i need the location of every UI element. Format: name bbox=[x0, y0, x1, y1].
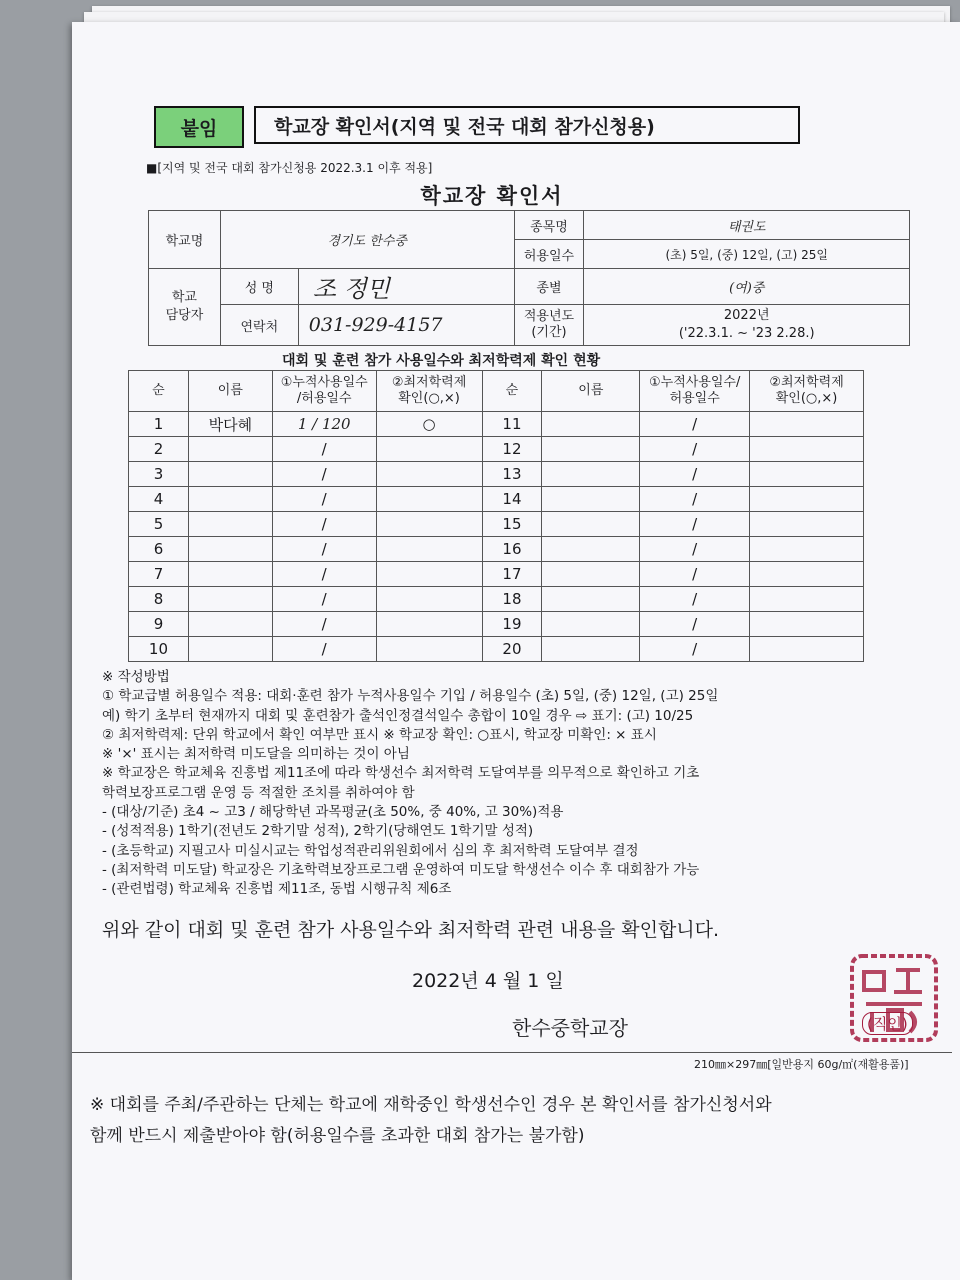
contact-value: 031-929-4157 bbox=[298, 305, 514, 346]
note-line: - (관련법령) 학교체육 진흥법 제11조, 동법 시행규칙 제6조 bbox=[102, 881, 452, 898]
student-name bbox=[188, 612, 272, 637]
student-name bbox=[188, 512, 272, 537]
student-name bbox=[188, 487, 272, 512]
student-name bbox=[542, 612, 640, 637]
subtitle: ■[지역 및 전국 대회 참가신청용 2022.3.1 이후 적용] bbox=[146, 161, 433, 175]
row-number: 13 bbox=[482, 462, 542, 487]
name-value: 조 정민 bbox=[298, 269, 514, 305]
sport-label: 종목명 bbox=[514, 211, 584, 240]
days-value: / bbox=[272, 587, 376, 612]
year-label: 적용년도 (기간) bbox=[514, 305, 584, 346]
days-value: / bbox=[640, 637, 750, 662]
col-days: ①누적사용일수/ 허용일수 bbox=[640, 371, 750, 412]
days-value: / bbox=[640, 487, 750, 512]
seal-label: (직인) bbox=[862, 1012, 913, 1035]
col-name: 이름 bbox=[188, 371, 272, 412]
writing-instructions bbox=[102, 668, 718, 900]
days-value: / bbox=[272, 562, 376, 587]
student-name bbox=[188, 437, 272, 462]
days-value: / bbox=[640, 437, 750, 462]
note-line: 학력보장프로그램 운영 등 적절한 조치를 취하여야 함 bbox=[102, 784, 415, 801]
table-row bbox=[129, 462, 864, 487]
min-check bbox=[750, 612, 864, 637]
days-value: / bbox=[640, 512, 750, 537]
note-line: - (초등학교) 지필고사 미실시교는 학업성적관리위원회에서 심의 후 최저학력 도달여부 결정 bbox=[102, 842, 639, 859]
student-name bbox=[542, 587, 640, 612]
row-number: 6 bbox=[129, 537, 189, 562]
row-number: 10 bbox=[129, 637, 189, 662]
student-name bbox=[542, 462, 640, 487]
col-no: 순 bbox=[129, 371, 189, 412]
min-check bbox=[750, 437, 864, 462]
category-label: 종별 bbox=[514, 269, 584, 305]
student-name bbox=[542, 637, 640, 662]
min-check bbox=[750, 537, 864, 562]
footer-line: 함께 반드시 제출받아야 함(허용일수를 초과한 대회 참가는 불가함) bbox=[90, 1126, 585, 1146]
table-row bbox=[129, 612, 864, 637]
min-check bbox=[750, 462, 864, 487]
row-number: 18 bbox=[482, 587, 542, 612]
student-name bbox=[542, 512, 640, 537]
note-line: 예) 학기 초부터 현재까지 대회 및 훈련참가 출석인정결석일수 총합이 10일 경우 ⇨ 표기: (고) 10/25 bbox=[102, 707, 694, 724]
row-number: 3 bbox=[129, 462, 189, 487]
days-value: / bbox=[640, 412, 750, 437]
name-label: 성 명 bbox=[220, 269, 298, 305]
note-line: ※ 학교장은 학교체육 진흥법 제11조에 따라 학생선수 최저학력 도달여부를 의무적으로 확인하고 기초 bbox=[102, 765, 700, 782]
min-check: ○ bbox=[376, 412, 482, 437]
table-row bbox=[129, 487, 864, 512]
row-number: 20 bbox=[482, 637, 542, 662]
days-value: / bbox=[272, 612, 376, 637]
row-number: 2 bbox=[129, 437, 189, 462]
min-check bbox=[376, 637, 482, 662]
min-check bbox=[750, 562, 864, 587]
row-number: 12 bbox=[482, 437, 542, 462]
row-number: 7 bbox=[129, 562, 189, 587]
note-line: - (최저학력 미도달) 학교장은 기초학력보장프로그램 운영하여 미도달 학생선수 이수 후 대회참가 가능 bbox=[102, 861, 700, 878]
school-value: 경기도 한수중 bbox=[220, 211, 514, 269]
row-number: 4 bbox=[129, 487, 189, 512]
row-number: 1 bbox=[129, 412, 189, 437]
principal-signature: 한수중학교장 bbox=[512, 1016, 628, 1040]
min-check bbox=[750, 487, 864, 512]
note-line: ① 학교급별 허용일수 적용: 대회·훈련 참가 누적사용일수 기입 / 허용일수 (초) 5일, (중) 12일, (고) 25일 bbox=[102, 688, 719, 705]
min-check bbox=[750, 512, 864, 537]
header-title: 학교장 확인서(지역 및 전국 대회 참가신청용) bbox=[254, 106, 800, 144]
table-row bbox=[129, 562, 864, 587]
row-number: 14 bbox=[482, 487, 542, 512]
col-no: 순 bbox=[482, 371, 542, 412]
min-check bbox=[376, 512, 482, 537]
footer-notice bbox=[90, 1090, 772, 1152]
attachment-tag: 붙임 bbox=[154, 106, 244, 148]
table-row bbox=[129, 637, 864, 662]
confirmation-statement: 위와 같이 대회 및 훈련 참가 사용일수와 최저학력 관련 내용을 확인합니다. bbox=[102, 919, 720, 941]
year-value: 2022년 ('22.3.1. ~ '23 2.28.) bbox=[584, 305, 910, 346]
days-value: / bbox=[640, 612, 750, 637]
paper-spec: 210㎜×297㎜[일반용지 60g/㎡(재활용품)] bbox=[694, 1058, 909, 1071]
manager-label: 학교 담당자 bbox=[149, 269, 221, 346]
days-value: / bbox=[640, 462, 750, 487]
allowed-days-value: (초) 5일, (중) 12일, (고) 25일 bbox=[584, 240, 910, 269]
col-min: ②최저학력제 확인(○,×) bbox=[376, 371, 482, 412]
table-row bbox=[129, 437, 864, 462]
student-name bbox=[188, 462, 272, 487]
note-line: - (성적적용) 1학기(전년도 2학기말 성적), 2학기(당해연도 1학기말 성적) bbox=[102, 823, 534, 840]
days-value: / bbox=[640, 587, 750, 612]
days-value: / bbox=[640, 537, 750, 562]
allowed-days-label: 허용일수 bbox=[514, 240, 584, 269]
row-number: 9 bbox=[129, 612, 189, 637]
school-label: 학교명 bbox=[149, 211, 221, 269]
days-value: / bbox=[272, 487, 376, 512]
days-value: / bbox=[272, 462, 376, 487]
usage-table bbox=[128, 370, 864, 662]
row-number: 17 bbox=[482, 562, 542, 587]
info-table bbox=[148, 210, 910, 346]
min-check bbox=[376, 537, 482, 562]
days-value: / bbox=[272, 537, 376, 562]
note-line: ※ 작성방법 bbox=[102, 669, 170, 685]
days-value: 1 / 120 bbox=[272, 412, 376, 437]
col-min: ②최저학력제 확인(○,×) bbox=[750, 371, 864, 412]
min-check bbox=[376, 487, 482, 512]
min-check bbox=[376, 562, 482, 587]
student-name: 박다혜 bbox=[188, 412, 272, 437]
row-number: 16 bbox=[482, 537, 542, 562]
min-check bbox=[376, 462, 482, 487]
row-number: 11 bbox=[482, 412, 542, 437]
days-value: / bbox=[272, 512, 376, 537]
student-name bbox=[188, 562, 272, 587]
table-row bbox=[129, 412, 864, 437]
col-name: 이름 bbox=[542, 371, 640, 412]
col-days: ①누적사용일수 /허용일수 bbox=[272, 371, 376, 412]
min-check bbox=[750, 637, 864, 662]
row-number: 15 bbox=[482, 512, 542, 537]
usage-title: 대회 및 훈련 참가 사용일수와 최저학력제 확인 현황 bbox=[282, 353, 601, 369]
student-name bbox=[542, 487, 640, 512]
sport-value: 태권도 bbox=[584, 211, 910, 240]
days-value: / bbox=[272, 637, 376, 662]
category-value: (여)중 bbox=[584, 269, 910, 305]
contact-label: 연락처 bbox=[220, 305, 298, 346]
student-name bbox=[188, 537, 272, 562]
min-check bbox=[750, 412, 864, 437]
document-title: 학교장 확인서 bbox=[420, 184, 564, 208]
table-row bbox=[129, 512, 864, 537]
divider bbox=[72, 1052, 952, 1053]
signature-date: 2022년 4 월 1 일 bbox=[412, 970, 564, 992]
footer-line: ※ 대회를 주최/주관하는 단체는 학교에 재학중인 학생선수인 경우 본 확인서를 참가신청서와 bbox=[90, 1095, 772, 1115]
min-check bbox=[376, 437, 482, 462]
row-number: 8 bbox=[129, 587, 189, 612]
student-name bbox=[188, 587, 272, 612]
student-name bbox=[188, 637, 272, 662]
min-check bbox=[376, 587, 482, 612]
note-line: ② 최저학력제: 단위 학교에서 확인 여부만 표시 ※ 학교장 확인: ○표시, 학교장 미확인: × 표시 bbox=[102, 726, 657, 743]
student-name bbox=[542, 412, 640, 437]
student-name bbox=[542, 537, 640, 562]
note-line: ※ '×' 표시는 최저학력 미도달을 의미하는 것이 아님 bbox=[102, 746, 410, 763]
row-number: 5 bbox=[129, 512, 189, 537]
student-name bbox=[542, 437, 640, 462]
min-check bbox=[376, 612, 482, 637]
table-row bbox=[129, 537, 864, 562]
note-line: - (대상/기준) 초4 ~ 고3 / 해당학년 과목평균(초 50%, 중 40%, 고 30%)적용 bbox=[102, 804, 564, 821]
student-name bbox=[542, 562, 640, 587]
table-row bbox=[129, 587, 864, 612]
days-value: / bbox=[640, 562, 750, 587]
document-page bbox=[72, 22, 960, 1280]
row-number: 19 bbox=[482, 612, 542, 637]
days-value: / bbox=[272, 437, 376, 462]
min-check bbox=[750, 587, 864, 612]
